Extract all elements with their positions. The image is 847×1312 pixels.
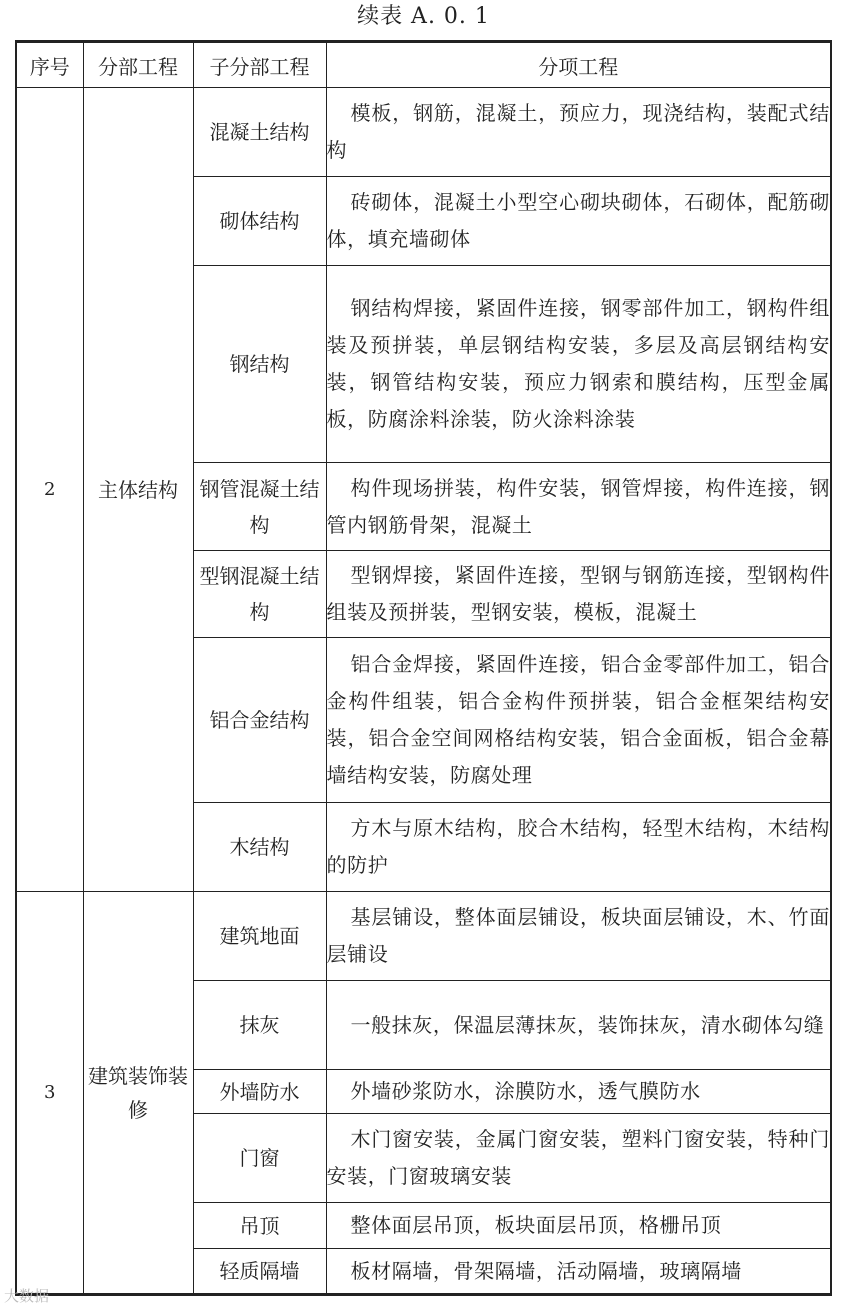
sub-division-cell: 钢管混凝土结构 bbox=[193, 463, 326, 551]
serial-number-cell: 3 bbox=[16, 892, 83, 1295]
sub-division-cell: 轻质隔墙 bbox=[193, 1249, 326, 1295]
sub-items-cell: 构件现场拼装，构件安装，钢管焊接，构件连接，钢管内钢筋骨架，混凝土 bbox=[326, 463, 831, 551]
table-row bbox=[16, 88, 831, 177]
serial-number-cell: 2 bbox=[16, 88, 83, 892]
sub-items-cell: 砖砌体，混凝土小型空心砌块砌体，石砌体，配筋砌体，填充墙砌体 bbox=[326, 177, 831, 266]
header-serial-number: 序号 bbox=[16, 42, 83, 88]
table-caption: 续表 A. 0. 1 bbox=[357, 4, 490, 29]
table-header-row bbox=[16, 42, 831, 88]
watermark-logo: 大数据 bbox=[4, 1287, 50, 1305]
sub-items-cell: 模板，钢筋，混凝土，预应力，现浇结构，装配式结构 bbox=[326, 88, 831, 177]
construction-divisions-table bbox=[15, 40, 832, 1296]
sub-items-cell: 铝合金焊接，紧固件连接，铝合金零部件加工，铝合金构件组装，铝合金构件预拼装，铝合金框架结构安装，铝合金空间网格结构安装，铝合金面板，铝合金幕墙结构安装，防腐处理 bbox=[326, 638, 831, 803]
sub-division-cell: 建筑地面 bbox=[193, 892, 326, 981]
header-sub-division: 子分部工程 bbox=[193, 42, 326, 88]
sub-division-cell: 型钢混凝土结构 bbox=[193, 551, 326, 638]
header-sub-items: 分项工程 bbox=[326, 42, 831, 88]
sub-division-cell: 吊顶 bbox=[193, 1203, 326, 1249]
sub-division-cell: 砌体结构 bbox=[193, 177, 326, 266]
sub-items-cell: 木门窗安装，金属门窗安装，塑料门窗安装，特种门安装，门窗玻璃安装 bbox=[326, 1114, 831, 1203]
sub-items-cell: 方木与原木结构，胶合木结构，轻型木结构，木结构的防护 bbox=[326, 803, 831, 892]
sub-items-cell: 板材隔墙，骨架隔墙，活动隔墙，玻璃隔墙 bbox=[326, 1249, 831, 1295]
sub-division-cell: 混凝土结构 bbox=[193, 88, 326, 177]
sub-division-cell: 木结构 bbox=[193, 803, 326, 892]
sub-items-cell: 钢结构焊接，紧固件连接，钢零部件加工，钢构件组装及预拼装，单层钢结构安装，多层及高层钢结构安装，钢管结构安装，预应力钢索和膜结构，压型金属板，防腐涂料涂装，防火涂料涂装 bbox=[326, 266, 831, 463]
sub-division-cell: 抹灰 bbox=[193, 981, 326, 1070]
sub-items-cell: 型钢焊接，紧固件连接，型钢与钢筋连接，型钢构件组装及预拼装，型钢安装，模板，混凝土 bbox=[326, 551, 831, 638]
sub-items-cell: 外墙砂浆防水，涂膜防水，透气膜防水 bbox=[326, 1070, 831, 1114]
sub-division-cell: 门窗 bbox=[193, 1114, 326, 1203]
division-cell: 建筑装饰装修 bbox=[83, 892, 193, 1295]
table-row bbox=[16, 892, 831, 981]
division-cell: 主体结构 bbox=[83, 88, 193, 892]
sub-division-cell: 铝合金结构 bbox=[193, 638, 326, 803]
header-division: 分部工程 bbox=[83, 42, 193, 88]
sub-division-cell: 外墙防水 bbox=[193, 1070, 326, 1114]
sub-items-cell: 整体面层吊顶，板块面层吊顶，格栅吊顶 bbox=[326, 1203, 831, 1249]
sub-division-cell: 钢结构 bbox=[193, 266, 326, 463]
sub-items-cell: 一般抹灰，保温层薄抹灰，装饰抹灰，清水砌体勾缝 bbox=[326, 981, 831, 1070]
sub-items-cell: 基层铺设，整体面层铺设，板块面层铺设，木、竹面层铺设 bbox=[326, 892, 831, 981]
